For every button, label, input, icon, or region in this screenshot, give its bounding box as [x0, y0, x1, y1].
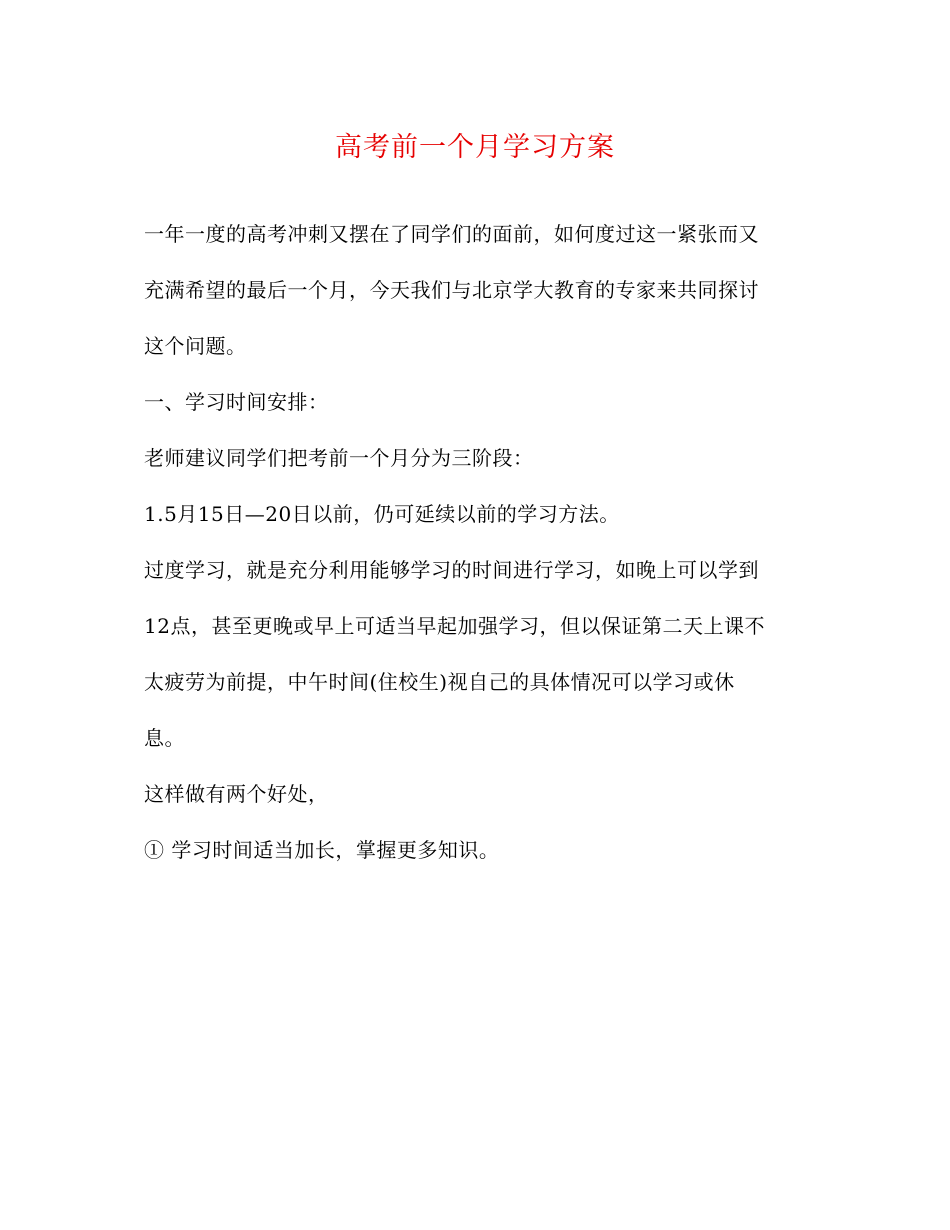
- body-line: 这样做有两个好处，: [144, 782, 329, 806]
- document-title: 高考前一个月学习方案: [335, 132, 615, 163]
- list-item: 1.5月15日—20日以前，仍可延续以前的学习方法。: [144, 502, 620, 526]
- body-line: 这个问题。: [144, 334, 247, 358]
- section-heading: 一、学习时间安排：: [144, 390, 329, 414]
- body-line: 12点，甚至更晚或早上可适当早起加强学习，但以保证第二天上课不: [144, 614, 765, 638]
- body-line: 充满希望的最后一个月，今天我们与北京学大教育的专家来共同探讨: [144, 278, 759, 302]
- body-line: 过度学习，就是充分利用能够学习的时间进行学习，如晚上可以学到: [144, 558, 759, 582]
- document-body: [144, 206, 812, 878]
- body-line: 太疲劳为前提，中午时间(住校生)视自己的具体情况可以学习或休: [144, 670, 735, 694]
- body-line: 老师建议同学们把考前一个月分为三阶段：: [144, 446, 534, 470]
- body-line: 息。: [144, 726, 185, 750]
- body-line: 一年一度的高考冲刺又摆在了同学们的面前，如何度过这一紧张而又: [144, 222, 759, 246]
- list-item: ① 学习时间适当加长，掌握更多知识。: [144, 838, 500, 862]
